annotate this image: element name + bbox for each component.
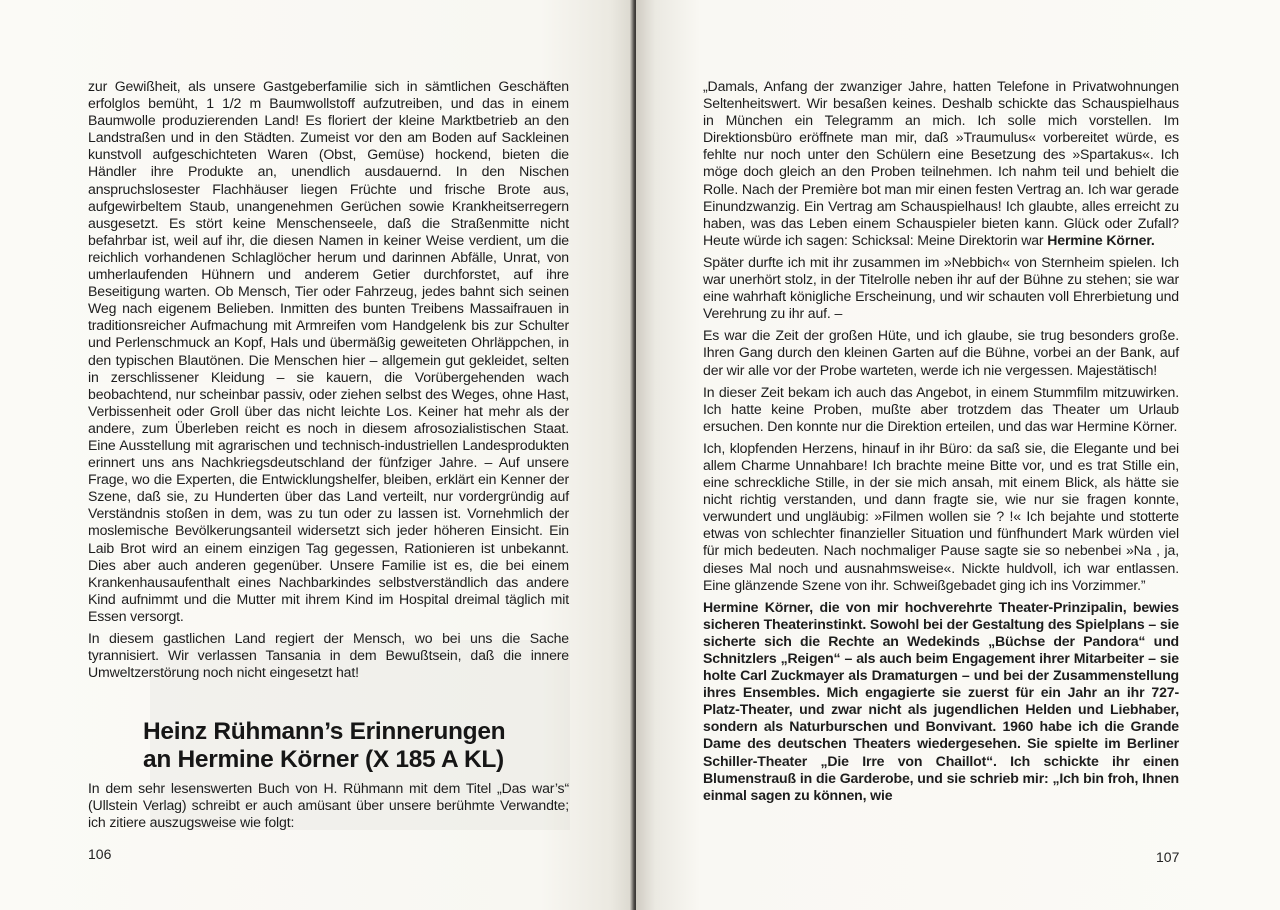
right-paragraph-1-text: „Damals, Anfang der zwanziger Jahre, hatten Telefone in Privatwohnungen Seltenheitswert. Wir besaßen keines. Deshalb schickte das Schauspielhaus in München ein Telegramm an mich. Ich solle mich vorstellen. Im Direktionsbüro eröffnete man mir, daß »Traumulus« vorbereitet würde, es fehlte nur noch unter den Schülern eine Besetzung des »Spartakus«. Ich möge doch gleich an den Proben teilnehmen. Ich nahm teil und behielt die Rolle. Nach der Première bot man mir einen festen Vertrag an. Ich war gerade Einundzwanzig. Ein Vertrag am Schauspielhaus! Ich glaubte, alles erreicht zu haben, was das Leben einem Schauspieler bieten kann. Glück oder Zufall? Heute würde ich sagen: Schicksal: Meine Direktorin war <box>703 78 1179 248</box>
right-paragraph-1 <box>703 78 1179 249</box>
left-page <box>0 0 636 910</box>
left-paragraph-2: In diesem gastlichen Land regiert der Mensch, wo bei uns die Sache tyrannisiert. Wir verlassen Tansania in dem Bewußtsein, daß die innere Umweltzerstörung noch nicht eingesetzt hat! <box>88 630 569 681</box>
right-page <box>636 0 1280 910</box>
right-paragraph-4: In dieser Zeit bekam ich auch das Angebot, in einem Stummfilm mitzuwirken. Ich hatte keine Proben, mußte aber trotzdem das Theater um Urlaub ersuchen. Den konnte nur die Direktion erteilen, und das war Hermine Körner. <box>703 383 1179 434</box>
hermine-koerner-bold: Hermine Körner. <box>1047 231 1155 248</box>
right-paragraph-5: Ich, klopfenden Herzens, hinauf in ihr Büro: da saß sie, die Elegante und bei allem Charme Unnahbare! Ich brachte meine Bitte vor, und es trat Stille ein, eine schreckliche Stille, in der sie mich ansah, mit einem Blick, als hätte sie nicht richtig verstanden, und dann fragte sie, wie nur sie fragen konnte, verwundert und ungläubig: »Filmen wollen sie ? !« Ich bejahte und stotterte etwas von schlechter finanzieller Situation und fünfhundert Mark würden viel für mich bedeuten. Nach nochmaliger Pause sagte sie so nebenbei »Na , ja, dieses Mal noch und ausnahmsweise«. Nickte huldvoll, ich war entlassen. Eine glänzende Szene von ihr. Schweißgebadet ging ich ins Vorzimmer.” <box>703 439 1179 593</box>
chapter-heading <box>143 718 563 774</box>
left-paragraph-1: zur Gewißheit, als unsere Gastgeberfamilie sich in sämtlichen Geschäften erfolglos bemüht, 1 1/2 m Baumwollstoff aufzutreiben, und das in einem Baumwolle produzierenden Land! Es floriert der kleine Marktbetrieb an den Landstraßen und in den Städten. Zumeist vor den am Boden auf Sackleinen kunstvoll aufgeschichteten Waren (Obst, Gemüse) hockend, bieten die Händler ihre Produkte an, unendlich ausdauernd. In den Nischen anspruchslosester Flachhäuser liegen Früchte und frische Brote aus, aufgewirbeltem Staub, unangenehmen Gerüchen sowie Krankheitserregern ausgesetzt. Es stört keine Menschenseele, daß die Straßenmitte nicht befahrbar ist, weil auf ihr, die diesen Namen in keiner Weise verdient, um die reichlich vorhandenen Schlaglöcher herum und darinnen Abfälle, Unrat, von umherlaufenden Hühnern und anderem Getier durchforstet, auf ihre Beseitigung warten. Ob Mensch, Tier oder Fahrzeug, jedes bahnt sich seinen Weg nach eigenem Belieben. Inmitten des bunten Treibens Massaifrauen in traditionsreicher Aufmachung mit Armreifen vom Handgelenk bis zur Schulter und Perlenschmuck an Kopf, Hals und übermäßig geweiteten Ohrläppchen, in den typischen Blautönen. Die Menschen hier – allgemein gut gekleidet, selten in zerschlissener Kleidung – sie kauern, die Vorübergehenden wach beobachtend, nur scheinbar passiv, oder ziehen selbst des Weges, ohne Hast, Verbissenheit oder Groll über das nicht leichte Los. Keiner hat mehr als der andere, zum Überleben reicht es noch in diesem afrosozialistischen Staat. Eine Ausstellung mit agrarischen und technisch-industriellen Landesprodukten erinnert uns ans Nachkriegsdeutschland der fünfziger Jahre. – Auf unsere Frage, wo die Experten, die Entwicklungshelfer, bleiben, erklärt ein Kenner der Szene, daß sie, zu Hunderten über das Land verteilt, nur vordergründig auf Verständnis stoßen in dem, was zu tun oder zu lassen ist. Vornehmlich der moslemische Bevölkerungsanteil widersetzt sich jeder höheren Einsicht. Ein Laib Brot wird an einem einzigen Tag gegessen, Rationieren ist unbekannt. Dies aber auch anderen gegenüber. Unsere Familie ist es, die bei einem Krankenhausaufenthalt eines Nachbarkindes selbstverständlich das andere Kind aufnimmt und die Mutter mit ihrem Kind im Hospital dreimal täglich mit Essen versorgt. <box>88 78 569 624</box>
chapter-heading-line-1: Heinz Rühmann’s Erinnerungen <box>143 718 506 745</box>
chapter-heading-line-2: an Hermine Körner (X 185 A KL) <box>143 746 504 773</box>
page-number-left: 106 <box>88 846 112 862</box>
right-paragraph-3: Es war die Zeit der großen Hüte, und ich glaube, sie trug besonders große. Ihren Gang durch den kleinen Garten auf die Bühne, vorbei an der Bank, auf der wir alle vor der Probe warteten, werde ich nie vergessen. Majestätisch! <box>703 327 1179 378</box>
right-paragraph-6: Hermine Körner, die von mir hochverehrte Theater-Prinzipalin, bewies sicheren Theaterinstinkt. Sowohl bei der Gestaltung des Spielplans – sie sicherte sich die Rechte an Wedekinds „Büchse der Pandora“ und Schnitzlers „Reigen“ – als auch beim Engagement ihrer Mitarbeiter – sie holte Carl Zuckmayer als Dramaturgen – und bei der Zusammenstellung ihres Ensembles. Mich engagierte sie zuerst für ein Jahr an ihr 727-Platz-Theater, und zwar nicht als jugendlichen Helden und Liebhaber, sondern als Naturburschen und Bonvivant. 1960 habe ich die Grande Dame des deutschen Theaters wiedergesehen. Sie spielte im Berliner Schiller-Theater „Die Irre von Chaillot“. Ich schickte ihr einen Blumenstrauß in die Garderobe, und sie schrieb mir: „Ich bin froh, Ihnen einmal sagen zu können, wie <box>703 598 1179 803</box>
right-body-text <box>703 78 1179 804</box>
page-number-right: 107 <box>1156 849 1180 865</box>
right-paragraph-2: Später durfte ich mit ihr zusammen im »Nebbich« von Sternheim spielen. Ich war unerhört stolz, in der Titelrolle neben ihr auf der Bühne zu stehen; sie war eine wahrhaft königliche Erscheinung, und wir schauten voll Ehrerbietung und Verehrung zu ihr auf. – <box>703 253 1179 322</box>
left-body-text <box>88 78 569 681</box>
chapter-intro: In dem sehr lesenswerten Buch von H. Rühmann mit dem Titel „Das war’s“ (Ullstein Verlag) schreibt er auch amüsant über unsere berühmte Verwandte; ich zitiere auszugsweise wie folgt: <box>88 780 569 831</box>
